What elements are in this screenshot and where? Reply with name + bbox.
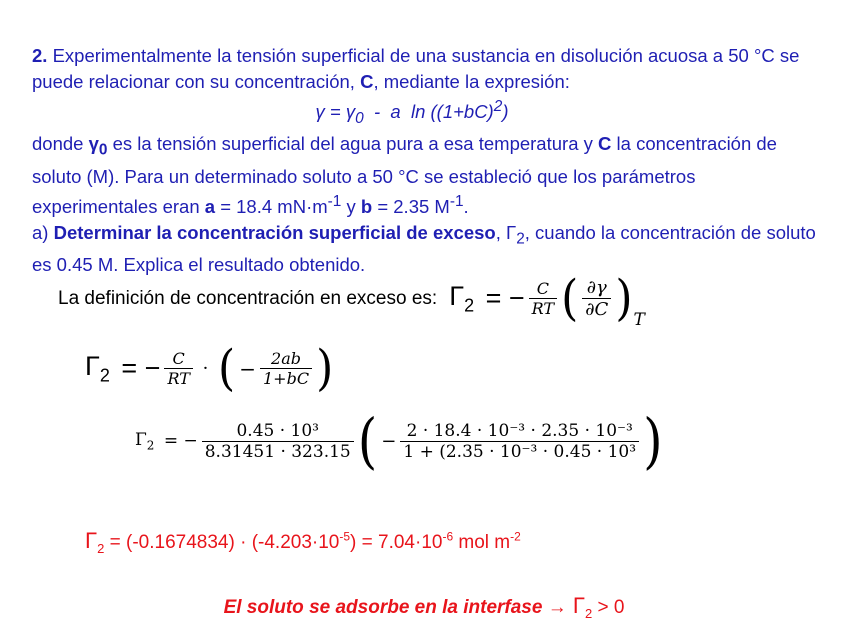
problem-number: 2. — [32, 45, 48, 66]
problem-intro: 2. Experimentalmente la tensión superficial de una sustancia en disolución acuosa a 50 °C se puede relacionar con su concentración, C, mediante la expresión: — [32, 45, 800, 92]
problem-part-a: a) Determinar la concentración superficial de exceso, $\Gamma_2$, cuando la concentración de soluto es 0.45 M. Explica el resultado obtenido. — [32, 221, 816, 275]
gamma-symbol: $\Gamma_2$ — [449, 280, 475, 316]
result-line: $\Gamma_2 = (-0.1674834) \cdot (-4.203\cdot 10^{-5}) = 7.04\cdot 10^{-6}$ mol $m^{-2}$ — [85, 528, 521, 556]
definition-text: La definición de concentración en exceso es: — [58, 287, 438, 309]
equation-step-2: $\Gamma_2$ = − $\frac{C}{RT}$ · ( − $\frac{2ab}{1+bC}$ ) — [85, 340, 334, 397]
numeric-prefactor: $\frac{\text{0.45 · 10³}}{8.31451 \cdot 323.15}$ — [202, 421, 354, 462]
problem-statement — [32, 43, 822, 277]
c-over-rt: $\frac{C}{RT}$ — [529, 279, 557, 318]
equation-step-3: $\Gamma_2$ = − $\frac{\text{0.45 · 10³}}{8.31451 \cdot 323.15}$ ( − $\frac{\text{2 · 18.4 · 10⁻³ · 2.35 · 10⁻³}}{\text{1 + (2.35 · 10⁻³ · 0.45 · 10³}}$ ) — [135, 406, 663, 476]
arrow-icon: → — [547, 597, 567, 618]
partial-derivative: $\frac{\partial\gamma}{\partial C}$ — [582, 277, 611, 320]
excess-definition: La definición de concentración en exceso es: $\Gamma_2$ = − $\frac{C}{RT}$ ( $\frac{\partial\gamma}{\partial C}$ ) T — [58, 270, 645, 330]
surface-tension-formula: $\gamma = \gamma_0 - a$ $\ln ((1+bC)^2)$ — [315, 98, 509, 127]
numeric-derivative: $\frac{\text{2 · 18.4 · 10⁻³ · 2.35 · 10⁻³}}{\text{1 + (2.35 · 10⁻³ · 0.45 · 10³}}$ — [400, 421, 639, 462]
conclusion-line: El soluto se adsorbe en la interfase → $\Gamma_2 > 0$ — [223, 593, 625, 621]
problem-parameters: donde $\gamma_0$ es la tensión superficial del agua pura a esa temperatura y C la concentración de soluto (M). Para un determinado soluto a 50 °C se estableció que los parámetros experimentales eran a = 18.4 $mN\cdot m^{-1}$ y b = 2.35 $M^{-1}$. — [32, 133, 777, 218]
